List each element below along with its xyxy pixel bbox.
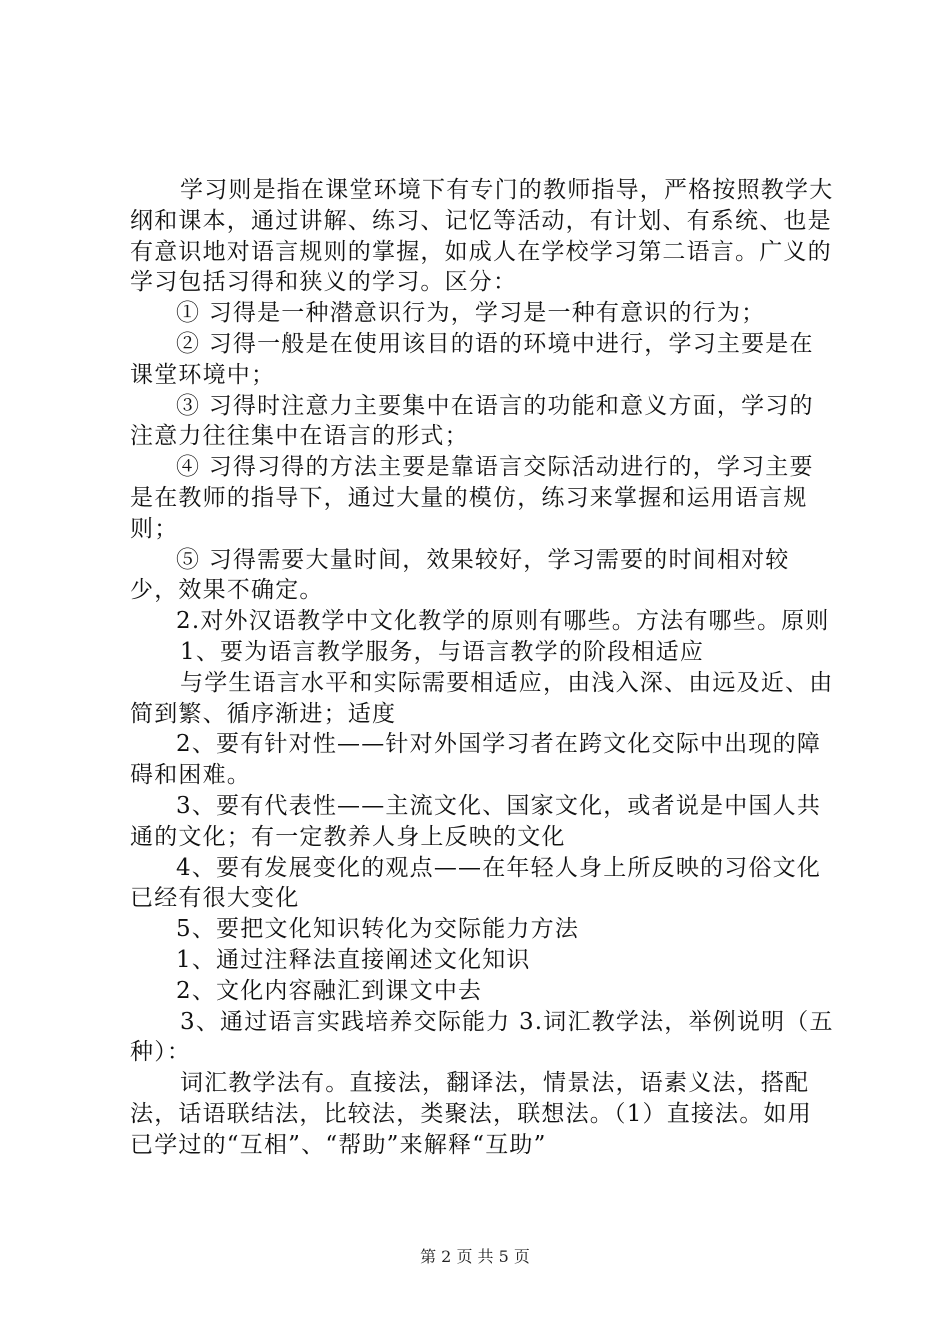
page-footer: 第 2 页 共 5 页 xyxy=(420,1247,530,1266)
paragraph-difference-3: ③ 习得时注意力主要集中在语言的功能和意义方面，学习的注意力往往集中在语言的形式； xyxy=(130,392,814,450)
paragraph-principle-2: 2、要有针对性——针对外国学习者在跨文化交际中出现的障碍和困难。 xyxy=(130,731,822,789)
paragraph-difference-2: ② 习得一般是在使用该目的语的环境中进行，学习主要是在课堂环境中； xyxy=(130,330,814,388)
paragraph-learning-definition: 学习则是指在课堂环境下有专门的教师指导，严格按照教学大纲和课本，通过讲解、练习、记忆等活动，有计划、有系统、也是有意识地对语言规则的掌握，如成人在学校学习第二语言。广义的学习包括习得和狭义的学习。区分： xyxy=(130,177,834,296)
paragraph-principle-4: 4、要有发展变化的观点——在年轻人身上所反映的习俗文化已经有很大变化 xyxy=(130,854,822,912)
paragraph-vocabulary-methods: 词汇教学法有。直接法，翻译法，情景法，语素义法，搭配法，话语联结法，比较法，类聚法，联想法。（1）直接法。如用已学过的“互相”、“帮助”来解释“互助” xyxy=(130,1070,812,1158)
paragraph-principle-1-detail: 与学生语言水平和实际需要相适应，由浅入深、由远及近、由简到繁、循序渐进；适度 xyxy=(130,669,834,727)
paragraph-difference-1: ① 习得是一种潜意识行为，学习是一种有意识的行为； xyxy=(176,300,766,327)
paragraph-difference-4: ④ 习得习得的方法主要是靠语言交际活动进行的，学习主要是在教师的指导下，通过大量的模仿，练习来掌握和运用语言规则； xyxy=(130,454,814,542)
document-body xyxy=(130,175,835,1161)
paragraph-method-1: 1、通过注释法直接阐述文化知识 xyxy=(176,946,531,973)
paragraph-method-3-question-3: 3、通过语言实践培养交际能力 3.词汇教学法，举例说明（五种）： xyxy=(130,1008,834,1066)
paragraph-principle-3: 3、要有代表性——主流文化、国家文化，或者说是中国人共通的文化；有一定教养人身上反映的文化 xyxy=(130,792,822,850)
paragraph-method-2: 2、文化内容融汇到课文中去 xyxy=(176,977,483,1004)
paragraph-principle-5: 5、要把文化知识转化为交际能力方法 xyxy=(176,916,580,943)
paragraph-principle-1: 1、要为语言教学服务，与语言教学的阶段相适应 xyxy=(180,638,705,665)
paragraph-question-2: 2.对外汉语教学中文化教学的原则有哪些。方法有哪些。原则 xyxy=(176,608,830,635)
paragraph-difference-5: ⑤ 习得需要大量时间，效果较好，学习需要的时间相对较少，效果不确定。 xyxy=(130,546,790,604)
